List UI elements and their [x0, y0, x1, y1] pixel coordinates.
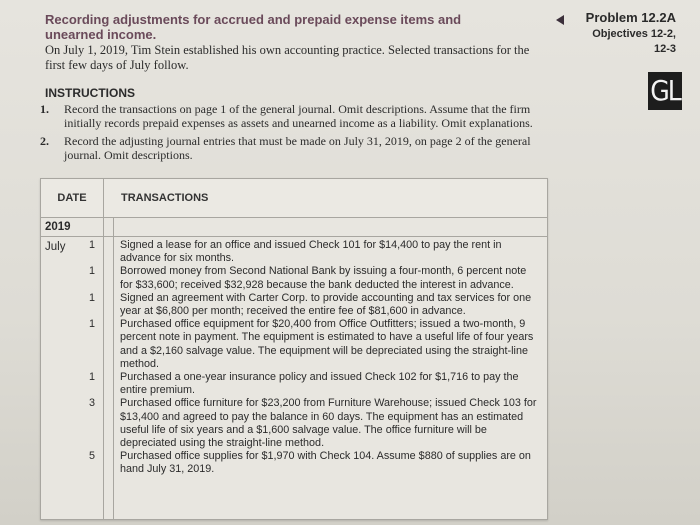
row-text: Signed an agreement with Carter Corp. to provide accounting and tax services for one year at $6,800 per month; received the entire fee of $81,600 in advance. — [120, 291, 532, 318]
problem-sidebar — [566, 10, 676, 56]
general-ledger-badge: GL — [648, 72, 682, 110]
instructions-list — [40, 102, 560, 166]
instruction-number: 1. — [40, 102, 49, 116]
table-row — [41, 397, 547, 450]
table-row — [41, 265, 547, 291]
instruction-text: Record the adjusting journal entries that must be made on July 31, 2019, on page 2 of the general journal. Omit descriptions. — [64, 134, 531, 162]
month-label: July — [45, 241, 66, 253]
row-text: Purchased office furniture for $23,200 from Furniture Warehouse; issued Check 103 for $13,400 and agreed to pay the balance in 60 days. The equipment has an estimated useful life of six years and a $1,600 salvage value. The office furniture will be depreciated using the straight-line method. — [120, 397, 537, 450]
row-text: Purchased a one-year insurance policy and issued Check 102 for $1,716 to pay the entire premium. — [120, 371, 519, 397]
problem-heading: Recording adjustments for accrued and prepaid expense items and unearned income. — [45, 12, 462, 42]
transactions-table — [40, 178, 548, 520]
table-row — [41, 318, 547, 371]
intro-paragraph: On July 1, 2019, Tim Stein established his own accounting practice. Selected transactions for the first few days of July follow. — [45, 43, 530, 72]
instruction-item — [40, 102, 560, 130]
table-header — [41, 179, 547, 218]
instructions-title: INSTRUCTIONS — [45, 86, 135, 100]
table-row — [41, 450, 547, 476]
pointer-arrow-icon — [556, 15, 564, 25]
instruction-text: Record the transactions on page 1 of the general journal. Omit descriptions. Assume that the firm initially records prepaid expenses as assets and unearned income as a liability. Omit explanations. — [64, 102, 533, 130]
row-day: 5 — [88, 450, 95, 463]
row-day: 1 — [88, 265, 95, 278]
row-day: 1 — [88, 371, 95, 384]
row-text: Signed a lease for an office and issued Check 101 for $14,400 to pay the rent in advance for six months. — [120, 239, 502, 265]
table-row — [41, 292, 547, 318]
objectives-label: Objectives 12-2, — [592, 28, 676, 40]
instruction-number: 2. — [40, 134, 49, 148]
row-day: 1 — [88, 291, 95, 304]
transaction-rows — [41, 239, 547, 477]
row-divider — [41, 236, 547, 237]
objectives-continued: 12-3 — [653, 43, 676, 55]
row-day: 1 — [88, 239, 95, 251]
instruction-item — [40, 134, 560, 162]
column-header-date: DATE — [41, 179, 104, 217]
table-row — [41, 239, 547, 265]
column-header-transactions: TRANSACTIONS — [121, 192, 209, 204]
row-text: Borrowed money from Second National Bank by issuing a four-month, 6 percent note for $33,600; received $32,928 because the bank deducted the interest in advance. — [120, 265, 527, 291]
row-text: Purchased office equipment for $20,400 from Office Outfitters; issued a two-month, 9 percent note in payment. The equipment is estimated to have a useful life of four years and a $2,160 salvage value. The equipment will be depreciated using the straight-line method. — [120, 318, 534, 370]
row-day: 3 — [88, 397, 95, 410]
row-text: Purchased office supplies for $1,970 with Check 104. Assume $880 of supplies are on hand July 31, 2019. — [120, 450, 531, 476]
table-row — [41, 371, 547, 397]
year-label: 2019 — [45, 221, 71, 233]
row-day: 1 — [88, 318, 95, 331]
problem-number: Problem 12.2A — [585, 10, 676, 25]
